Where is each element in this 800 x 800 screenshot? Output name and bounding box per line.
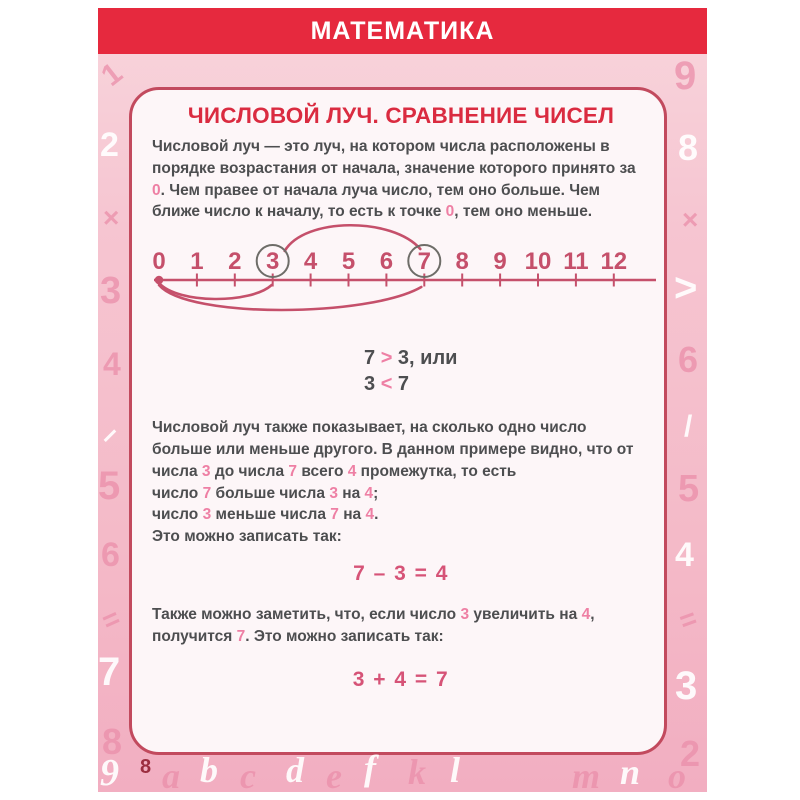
- accent-number: 7: [236, 627, 246, 645]
- watermark-left-glyph: 5: [98, 464, 121, 508]
- explanation-paragraph: [152, 417, 650, 548]
- watermark-right-glyph: 2: [680, 733, 701, 774]
- text-run: 3: [364, 373, 381, 396]
- watermark-left-glyph: 6: [101, 536, 120, 574]
- comparison-line-1: [364, 345, 650, 371]
- text-run: 3, или: [392, 347, 458, 370]
- page-number: 8: [140, 756, 152, 778]
- number-label-9: 9: [493, 248, 507, 276]
- card-title: ЧИСЛОВОЙ ЛУЧ. СРАВНЕНИЕ ЧИСЕЛ: [187, 103, 615, 128]
- watermark-left-glyph: 1: [95, 56, 129, 93]
- text-run: ;: [373, 484, 379, 502]
- origin-dot: [155, 276, 164, 285]
- accent-number: 0: [445, 203, 455, 221]
- text-run: Числовой луч — это луч, на котором числа расположены в порядке возрастания от начала, значение которого принято за: [152, 138, 636, 177]
- accent-number: 0: [152, 181, 161, 199]
- accent-number: 7: [330, 506, 339, 524]
- text-run: всего: [297, 462, 348, 480]
- watermark-bottom-letter: d: [286, 750, 304, 790]
- accent-number: 3: [202, 506, 212, 524]
- watermark-right-glyph: /: [684, 410, 693, 443]
- watermark-left-glyph: 3: [100, 270, 122, 312]
- text-run: . Чем правее от начала луча число, тем оно больше. Чем ближе число к началу, то есть к точке: [152, 181, 601, 221]
- number-label-6: 6: [379, 248, 394, 276]
- watermark-bottom-letter: e: [326, 756, 342, 796]
- number-label-12: 12: [600, 248, 628, 276]
- watermark-bottom-letter: 9: [100, 752, 119, 794]
- text-run: .: [374, 506, 379, 524]
- watermark-left-glyph: 2: [100, 126, 119, 164]
- addition-paragraph: [152, 604, 650, 648]
- intro-paragraph: [152, 136, 650, 223]
- text-run: ,: [590, 605, 595, 623]
- number-line: [132, 213, 667, 325]
- watermark-right-glyph: 6: [678, 339, 699, 380]
- text-run: . Это можно записать так:: [245, 627, 444, 645]
- page-panel: [91, 8, 707, 796]
- text-run: Это можно записать так:: [152, 528, 342, 546]
- text-run: больше числа: [211, 484, 330, 502]
- lesson-card: [129, 87, 667, 755]
- number-label-8: 8: [455, 248, 469, 276]
- watermark-bottom-letter: b: [200, 750, 218, 790]
- accent-number: 4: [347, 462, 357, 480]
- watermark-left-glyph: 4: [103, 346, 121, 382]
- watermark-bottom-letter: a: [162, 756, 180, 796]
- watermark-bottom-letter: k: [408, 752, 426, 792]
- text-run: , тем оно меньше.: [454, 203, 593, 221]
- watermark-bottom-letter: n: [620, 752, 641, 792]
- watermark-left-glyph: =: [97, 602, 125, 638]
- watermark-right-glyph: 5: [678, 468, 700, 510]
- accent-number: <: [380, 373, 393, 396]
- number-label-10: 10: [524, 248, 552, 276]
- watermark-bottom-letter: l: [450, 750, 461, 790]
- comparison-block: [364, 345, 650, 397]
- watermark-bottom-letter: f: [364, 748, 376, 788]
- watermark-left-glyph: 7: [98, 650, 121, 694]
- addition-equation: 3 + 4 = 7: [352, 667, 450, 691]
- watermark-bottom-letter: m: [572, 756, 601, 796]
- watermark-left-glyph: 8: [102, 721, 123, 762]
- text-run: на: [338, 506, 366, 524]
- accent-number: >: [380, 347, 393, 370]
- accent-number: 4: [365, 506, 375, 524]
- number-label-5: 5: [341, 248, 356, 276]
- accent-number: 3: [329, 484, 338, 502]
- watermark-right-glyph: 3: [675, 664, 698, 708]
- accent-number: 4: [364, 484, 374, 502]
- number-label-2: 2: [228, 248, 242, 276]
- watermark-right-glyph: 9: [674, 54, 697, 98]
- accent-number: 7: [202, 484, 212, 502]
- text-run: 7: [364, 347, 381, 370]
- text-run: Также можно заметить, что, если число: [152, 605, 461, 623]
- accent-number: 4: [581, 605, 591, 623]
- watermark-left-glyph: –: [91, 417, 127, 453]
- accent-number: 7: [288, 462, 298, 480]
- text-run: на: [337, 484, 365, 502]
- text-run: Числовой луч также показывает, на сколько одно число больше или меньше другого. В данном примере видно, что от числа: [152, 419, 634, 480]
- watermark-bottom-letter: o: [668, 756, 686, 796]
- text-run: число: [152, 484, 203, 502]
- number-label-7: 7: [417, 248, 431, 276]
- subtraction-equation: 7 – 3 = 4: [353, 561, 449, 585]
- text-run: получится: [152, 627, 237, 645]
- watermark-right-glyph: >: [674, 266, 698, 310]
- text-run: 7: [392, 373, 410, 396]
- text-run: увеличить на: [469, 605, 582, 623]
- text-run: до числа: [210, 462, 289, 480]
- text-run: промежутка, то есть: [356, 462, 517, 480]
- watermark-left-glyph: ×: [103, 202, 120, 233]
- header-title: МАТЕМАТИКА: [310, 16, 495, 45]
- number-label-0: 0: [152, 248, 166, 276]
- accent-number: 3: [201, 462, 211, 480]
- accent-number: 3: [460, 605, 470, 623]
- watermark-right-glyph: 8: [678, 127, 699, 168]
- watermark-right-glyph: 4: [675, 536, 694, 574]
- text-run: число: [152, 506, 203, 524]
- number-label-11: 11: [563, 248, 589, 276]
- watermark-right-glyph: =: [675, 602, 701, 637]
- watermark-right-glyph: ×: [682, 204, 699, 235]
- number-label-4: 4: [303, 248, 318, 276]
- watermark-bottom-letter: c: [240, 756, 256, 796]
- comparison-line-2: [364, 371, 650, 397]
- text-run: меньше числа: [211, 506, 331, 524]
- header-ribbon: [98, 8, 707, 54]
- number-label-1: 1: [190, 248, 204, 276]
- number-label-3: 3: [266, 248, 280, 276]
